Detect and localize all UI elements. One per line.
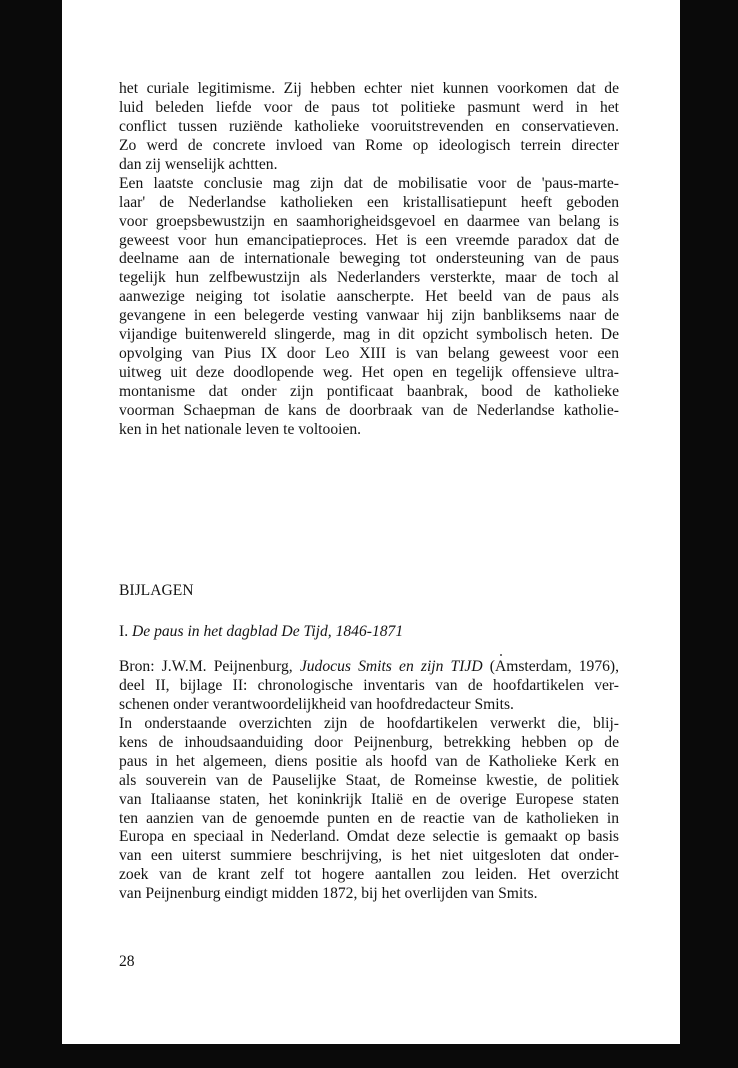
- text-line: Europa en speciaal in Nederland. Omdat deze selectie is gemaakt op basis: [119, 828, 619, 846]
- scan-border-left: [0, 0, 62, 1068]
- text-line: In onderstaande overzichten zijn de hoofdartikelen verwerkt die, blij-: [119, 714, 619, 732]
- body-paragraphs-top: [119, 80, 619, 440]
- text-line: luid beleden liefde voor de paus tot politieke pasmunt werd in het: [119, 98, 619, 116]
- text-line: als souverein van de Pauselijke Staat, de Romeinse kwestie, de politiek: [119, 771, 619, 789]
- citation-book-title: Judocus Smits en zijn TIJD: [299, 658, 483, 675]
- appendix-title-text: De paus in het dagblad De Tijd, 1846-1871: [132, 623, 404, 640]
- page-number: 28: [119, 953, 135, 970]
- text-line: laar' de Nederlandse katholieken een kristallisatiepunt heeft geboden: [119, 193, 619, 211]
- book-page: [62, 0, 680, 1044]
- text-line: gevangene in een belegerde vesting vanwaar hij zijn banbliksems naar de: [119, 307, 619, 325]
- text-line: het curiale legitimisme. Zij hebben echter niet kunnen voorkomen dat de: [119, 80, 619, 97]
- text-line: ken in het nationale leven te voltooien.: [119, 420, 362, 438]
- source-paragraphs: [119, 658, 619, 904]
- text-line: zoek van de krant zelf tot hogere aantallen zou leiden. Het overzicht: [119, 866, 619, 884]
- text-line: ten aanzien van de genoemde punten en de reactie van de katholieken in: [119, 809, 619, 827]
- scan-border-bottom: [0, 1044, 738, 1068]
- section-heading: BIJLAGEN: [119, 582, 194, 599]
- text-line: van een uiterst summiere beschrijving, is het niet uitgesloten dat onder-: [119, 847, 619, 865]
- text-line: kens de inhoudsaanduiding door Peijnenburg, betrekking hebben op de: [119, 733, 619, 751]
- text-line: dan zij wenselijk achtten.: [119, 155, 278, 173]
- text-line: geweest voor hun emancipatieproces. Het is een vreemde paradox dat de: [119, 231, 619, 249]
- text-line: vijandige buitenwereld slingerde, mag in dit opzicht symbolisch heten. De: [119, 326, 619, 344]
- text-line: uitweg uit deze doodlopende weg. Het open en tegelijk offensieve ultra-: [119, 364, 619, 382]
- text-line: Zo werd de concrete invloed van Rome op ideologisch terrein directer: [119, 136, 619, 154]
- text-line: Een laatste conclusie mag zijn dat de mobilisatie voor de 'paus-marte-: [119, 174, 619, 192]
- text-line: deelname aan de internationale beweging tot ondersteuning van de paus: [119, 250, 619, 268]
- source-citation-line: [119, 658, 619, 677]
- text-line: van Peijnenburg eindigt midden 1872, bij het overlijden van Smits.: [119, 885, 538, 903]
- speck-mark: [500, 654, 502, 656]
- citation-suffix: (Amsterdam, 1976),: [482, 658, 620, 675]
- scan-border-right: [680, 0, 738, 1068]
- text-line: paus in het algemeen, diens positie als hoofd van de Katholieke Kerk en: [119, 752, 619, 770]
- text-line: conflict tussen ruziënde katholieke vooruitstrevenden en conservatieven.: [119, 117, 619, 135]
- text-line: voor groepsbewustzijn en saamhorigheidsgevoel en daarmee van belang is: [119, 212, 619, 230]
- appendix-number: I.: [119, 623, 129, 640]
- text-line: montanisme dat onder zijn pontificaat baanbrak, bood de katholieke: [119, 383, 619, 400]
- text-line: van Italiaanse staten, het koninkrijk Italië en de overige Europese staten: [119, 790, 619, 808]
- text-line: schenen onder verantwoordelijkheid van hoofdredacteur Smits.: [119, 695, 514, 713]
- text-line: voorman Schaepman de kans de doorbraak van de Nederlandse katholie-: [119, 401, 619, 419]
- text-line: deel II, bijlage II: chronologische inventaris van de hoofdartikelen ver-: [119, 676, 619, 694]
- text-line: tegelijk hun zelfbewustzijn als Nederlanders versterkte, maar de toch al: [119, 269, 619, 287]
- text-line: opvolging van Pius IX door Leo XIII is van belang geweest voor een: [119, 345, 619, 363]
- citation-prefix: Bron: J.W.M. Peijnenburg,: [119, 658, 300, 675]
- text-line: aanwezige neiging tot isolatie aanscherpte. Het beeld van de paus als: [119, 288, 619, 306]
- appendix-title: [119, 623, 403, 641]
